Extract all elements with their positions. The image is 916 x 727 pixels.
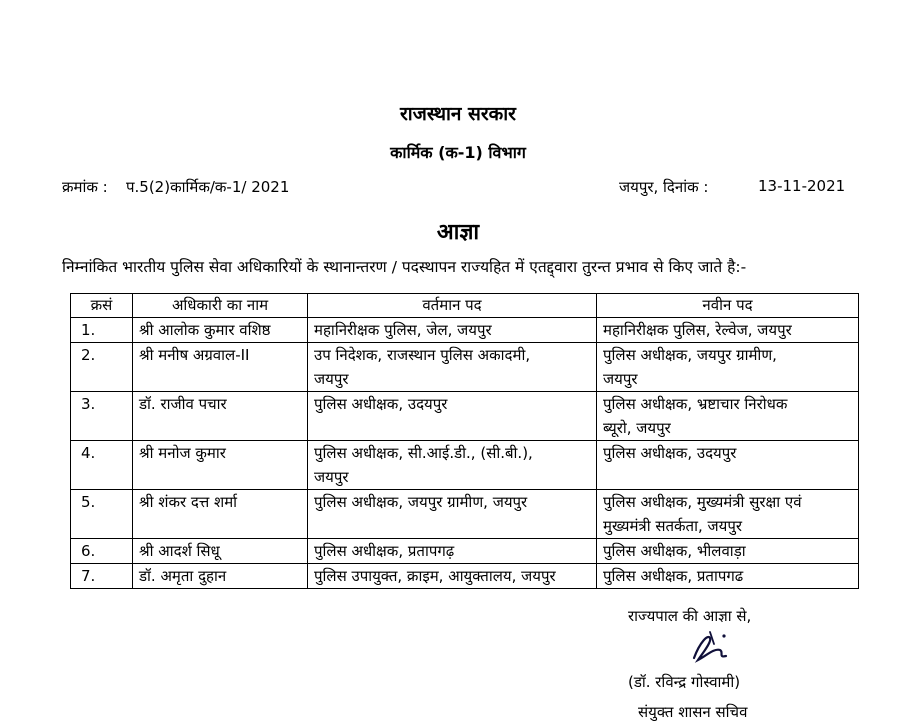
row-serial: 4.	[71, 441, 133, 490]
signature-mark	[680, 628, 740, 666]
row-current-post	[308, 392, 597, 441]
row-officer-name: श्री शंकर दत्त शर्मा	[133, 490, 308, 539]
table-header-row	[71, 294, 859, 318]
header-serial: क्रसं	[71, 294, 133, 318]
date-value: 13-11-2021	[758, 177, 846, 195]
order-title: आज्ञा	[436, 220, 480, 245]
current-post-line: जयपुर	[314, 370, 349, 388]
current-post-line: उप निदेशक, राजस्थान पुलिस अकादमी,	[314, 346, 531, 364]
current-post-line: महानिरीक्षक पुलिस, जेल, जयपुर	[314, 321, 492, 339]
current-post-line: पुलिस उपायुक्त, क्राइम, आयुक्तालय, जयपुर	[314, 567, 556, 585]
row-new-post	[597, 441, 859, 490]
current-post-line: पुलिस अधीक्षक, उदयपुर	[314, 395, 448, 413]
row-new-post	[597, 490, 859, 539]
row-officer-name: श्री आदर्श सिधू	[133, 539, 308, 564]
row-current-post	[308, 490, 597, 539]
row-new-post	[597, 392, 859, 441]
by-order-text: राज्यपाल की आज्ञा से,	[628, 607, 752, 625]
row-officer-name: डॉ. राजीव पचार	[133, 392, 308, 441]
row-serial: 2.	[71, 343, 133, 392]
current-post-line: पुलिस अधीक्षक, सी.आई.डी., (सी.बी.),	[314, 444, 533, 462]
row-current-post	[308, 564, 597, 589]
new-post-line: पुलिस अधीक्षक, प्रतापगढ	[603, 567, 744, 585]
row-new-post	[597, 564, 859, 589]
government-name: राजस्थान सरकार	[400, 103, 516, 125]
signer-name: (डॉ. रविन्द्र गोस्वामी)	[628, 673, 741, 691]
row-officer-name: श्री आलोक कुमार वशिष्ठ	[133, 318, 308, 343]
row-new-post	[597, 539, 859, 564]
table-row	[71, 564, 859, 589]
row-serial: 3.	[71, 392, 133, 441]
header-current-post: वर्तमान पद	[308, 294, 597, 318]
row-current-post	[308, 441, 597, 490]
new-post-line: महानिरीक्षक पुलिस, रेल्वेज, जयपुर	[603, 321, 792, 339]
row-officer-name: श्री मनीष अग्रवाल-II	[133, 343, 308, 392]
row-serial: 7.	[71, 564, 133, 589]
row-serial: 1.	[71, 318, 133, 343]
reference-label: क्रमांक :	[62, 178, 108, 196]
row-serial: 6.	[71, 539, 133, 564]
transfer-table	[70, 293, 859, 589]
reference-number: प.5(2)कार्मिक/क-1/ 2021	[126, 178, 290, 196]
new-post-line: ब्यूरो, जयपुर	[603, 419, 671, 437]
header-officer-name: अधिकारी का नाम	[133, 294, 308, 318]
current-post-line: जयपुर	[314, 468, 349, 486]
row-officer-name: श्री मनोज कुमार	[133, 441, 308, 490]
table-row	[71, 490, 859, 539]
new-post-line: पुलिस अधीक्षक, भ्रष्टाचार निरोधक	[603, 395, 788, 413]
table-row	[71, 441, 859, 490]
new-post-line: पुलिस अधीक्षक, जयपुर ग्रामीण,	[603, 346, 777, 364]
current-post-line: पुलिस अधीक्षक, जयपुर ग्रामीण, जयपुर	[314, 493, 528, 511]
signer-designation: संयुक्त शासन सचिव	[638, 703, 748, 721]
table-row	[71, 318, 859, 343]
header-new-post: नवीन पद	[597, 294, 859, 318]
date-label: जयपुर, दिनांक :	[619, 178, 709, 196]
new-post-line: जयपुर	[603, 370, 638, 388]
new-post-line: मुख्यमंत्री सतर्कता, जयपुर	[603, 517, 743, 535]
new-post-line: पुलिस अधीक्षक, भीलवाड़ा	[603, 542, 746, 560]
department-name: कार्मिक (क-1) विभाग	[390, 143, 526, 162]
table-row	[71, 343, 859, 392]
row-new-post	[597, 318, 859, 343]
row-officer-name: डॉ. अमृता दुहान	[133, 564, 308, 589]
table-row	[71, 539, 859, 564]
row-current-post	[308, 343, 597, 392]
current-post-line: पुलिस अधीक्षक, प्रतापगढ़	[314, 542, 455, 560]
row-new-post	[597, 343, 859, 392]
new-post-line: पुलिस अधीक्षक, उदयपुर	[603, 444, 737, 462]
order-intro: निम्नांकित भारतीय पुलिस सेवा अधिकारियों के स्थानान्तरण / पदस्थापन राज्यहित में एतद्द्वारा तुरन्त प्रभाव से किए जाते है:-	[62, 258, 747, 276]
row-current-post	[308, 539, 597, 564]
row-serial: 5.	[71, 490, 133, 539]
table-row	[71, 392, 859, 441]
row-current-post	[308, 318, 597, 343]
new-post-line: पुलिस अधीक्षक, मुख्यमंत्री सुरक्षा एवं	[603, 493, 802, 511]
